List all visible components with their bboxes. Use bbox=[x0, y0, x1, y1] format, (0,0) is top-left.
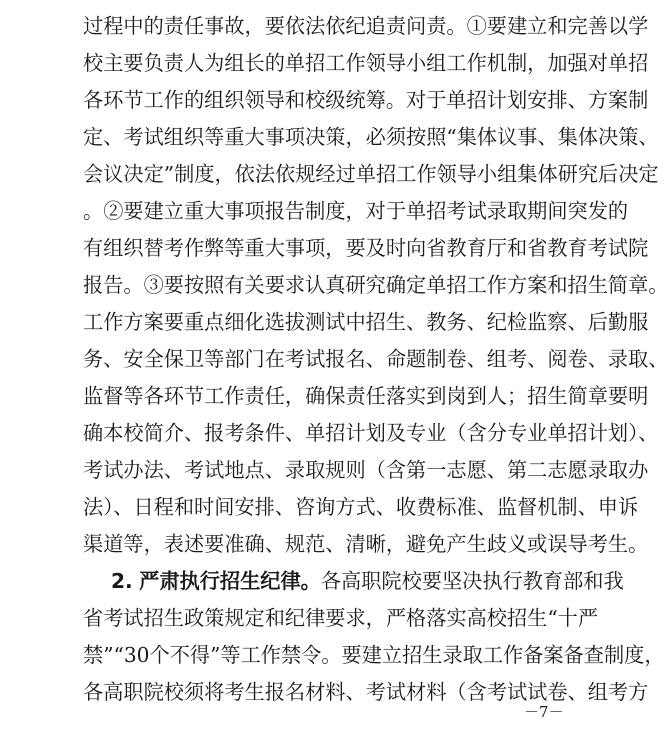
paragraph-line-2: 校主要负责人为组长的单招工作领导小组工作机制，加强对单招 bbox=[83, 51, 649, 75]
section-heading-rest: 各高职院校要坚决执行教育部和我 bbox=[320, 569, 624, 593]
paragraph-line-8: 报告。③要按照有关要求认真研究确定单招工作方案和招生简章。 bbox=[83, 273, 668, 297]
paragraph-line-12: 确本校简介、报考条件、单招计划及专业（含分专业单招计划）、 bbox=[83, 421, 659, 445]
paragraph-line-14: 法）、日程和时间安排、咨询方式、收费标准、监督机制、申诉 bbox=[83, 495, 639, 519]
paragraph-line-5: 会议决定”制度，依法依规经过单招工作领导小组集体研究后决定 bbox=[83, 162, 659, 186]
paragraph2-line-1: 省考试招生政策规定和纪律要求，严格落实高校招生“十严 bbox=[83, 606, 599, 630]
paragraph-line-13: 考试办法、考试地点、录取规则（含第一志愿、第二志愿录取办 bbox=[83, 458, 649, 482]
paragraph-line-10: 务、安全保卫等部门在考试报名、命题制卷、组考、阅卷、录取、 bbox=[83, 347, 668, 371]
paragraph-line-11: 监督等各环节工作责任，确保责任落实到岗到人；招生简章要明 bbox=[83, 384, 649, 408]
section-number: 2. bbox=[111, 569, 133, 593]
paragraph-line-4: 定、考试组织等重大事项决策，必须按照“集体议事、集体决策、 bbox=[83, 125, 659, 149]
paragraph2-line-2: 禁”“30个不得”等工作禁令。要建立招生录取工作备案备查制度， bbox=[83, 643, 665, 667]
paragraph-line-15: 渠道等，表述要准确、规范、清晰，避免产生歧义或误导考生。 bbox=[83, 532, 649, 556]
paragraph-line-1: 过程中的责任事故，要依法依纪追责问责。①要建立和完善以学 bbox=[83, 14, 649, 38]
paragraph-line-9: 工作方案要重点细化选拔测试中招生、教务、纪检监察、后勤服 bbox=[83, 310, 649, 334]
section-title: 严肃执行招生纪律。 bbox=[139, 569, 321, 593]
page-number: －7－ bbox=[524, 703, 564, 721]
paragraph-line-7: 有组织替考作弊等重大事项，要及时向省教育厅和省教育考试院 bbox=[83, 236, 649, 260]
paragraph-line-3: 各环节工作的组织领导和校级统筹。对于单招计划安排、方案制 bbox=[83, 88, 649, 112]
paragraph2-line-3: 各高职院校须将考生报名材料、考试材料（含考试试卷、组考方 bbox=[83, 680, 649, 704]
section-heading-line bbox=[83, 563, 624, 600]
paragraph-line-6: 。②要建立重大事项报告制度，对于单招考试录取期间突发的 bbox=[83, 199, 629, 223]
